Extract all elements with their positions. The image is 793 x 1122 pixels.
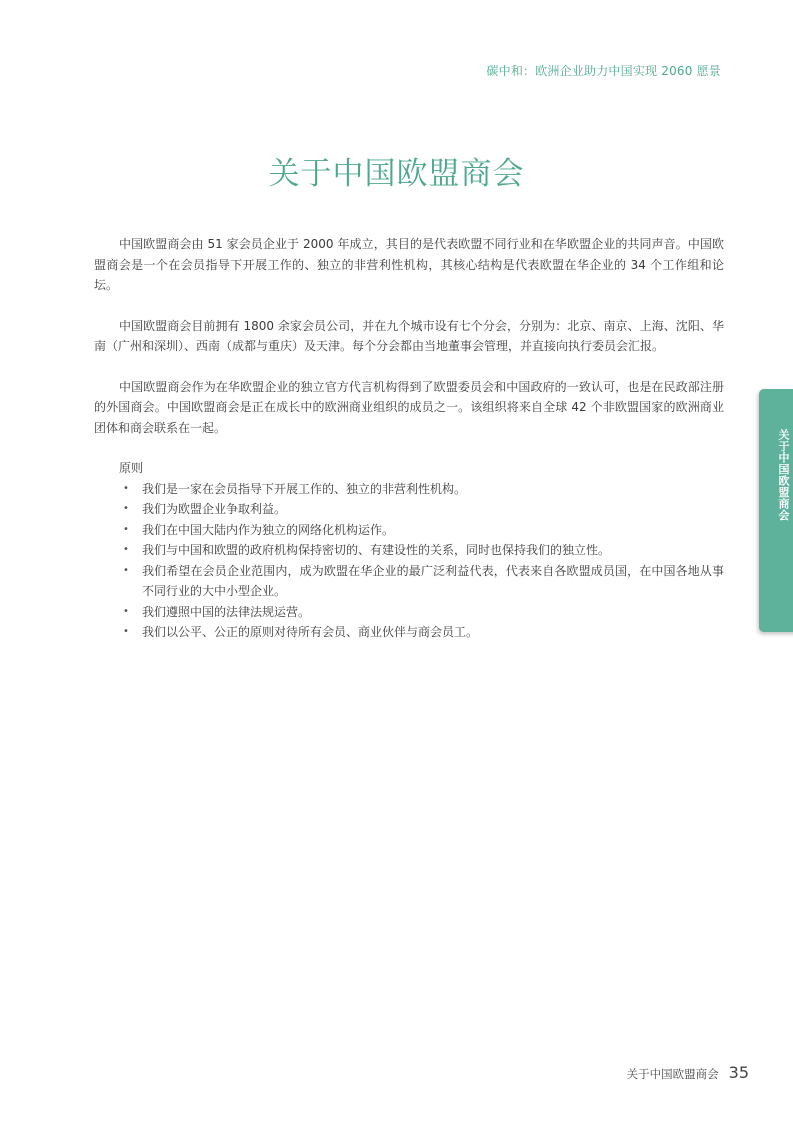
list-item: • 我们为欧盟企业争取利益。 bbox=[94, 499, 724, 520]
bullet-icon: • bbox=[123, 503, 129, 514]
list-item: • 我们是一家在会员指导下开展工作的、独立的非营利性机构。 bbox=[94, 479, 724, 500]
main-content bbox=[94, 234, 724, 643]
list-item: • 我们以公平、公正的原则对待所有会员、商业伙伴与商会员工。 bbox=[94, 622, 724, 643]
principles-list bbox=[94, 479, 724, 643]
bullet-icon: • bbox=[123, 605, 129, 617]
paragraph-intro: 中国欧盟商会由 51 家会员企业于 2000 年成立，其目的是代表欧盟不同行业和在华欧盟企业的共同声音。中国欧盟商会是一个在会员指导下开展工作的、独立的非营利性机构，其核心结构是代表欧盟在华企业的 34 个工作组和论坛。 bbox=[94, 237, 724, 292]
list-item: • 我们与中国和欧盟的政府机构保持密切的、有建设性的关系，同时也保持我们的独立性。 bbox=[94, 540, 724, 561]
principles-heading: 原则 bbox=[119, 461, 144, 475]
list-item: • 我们遵照中国的法律法规运营。 bbox=[94, 602, 724, 623]
page-number: 35 bbox=[728, 1063, 749, 1082]
paragraph-members: 中国欧盟商会目前拥有 1800 余家会员公司，并在九个城市设有七个分会，分别为：北京、南京、上海、沈阳、华南（广州和深圳）、西南（成都与重庆）及天津。每个分会都由当地董事会管理，并直接向执行委员会汇报。 bbox=[94, 318, 724, 353]
paragraph-recognition: 中国欧盟商会作为在华欧盟企业的独立官方代言机构得到了欧盟委员会和中国政府的一致认可，也是在民政部注册的外国商会。中国欧盟商会是正在成长中的欧洲商业组织的成员之一。该组织将来自全球 42 个非欧盟国家的欧洲商业团体和商会联系在一起。 bbox=[94, 379, 724, 435]
bullet-icon: • bbox=[123, 482, 129, 494]
side-tab-label: 关于中国欧盟商会 bbox=[777, 429, 790, 521]
bullet-icon: • bbox=[123, 523, 129, 535]
footer-section-label: 关于中国欧盟商会 bbox=[626, 1067, 719, 1081]
bullet-icon: • bbox=[123, 564, 129, 576]
section-side-tab[interactable] bbox=[759, 389, 793, 632]
page-footer bbox=[627, 1063, 749, 1082]
list-item: • 我们在中国大陆内作为独立的网络化机构运作。 bbox=[94, 520, 724, 541]
list-item: • 我们希望在会员企业范围内，成为欧盟在华企业的最广泛利益代表，代表来自各欧盟成员国，在中国各地从事不同行业的大中小型企业。 bbox=[94, 561, 724, 602]
running-header: 碳中和：欧洲企业助力中国实现 2060 愿景 bbox=[486, 64, 721, 78]
bullet-icon: • bbox=[123, 544, 129, 555]
bullet-icon: • bbox=[123, 626, 129, 637]
page-title: 关于中国欧盟商会 bbox=[268, 156, 525, 192]
